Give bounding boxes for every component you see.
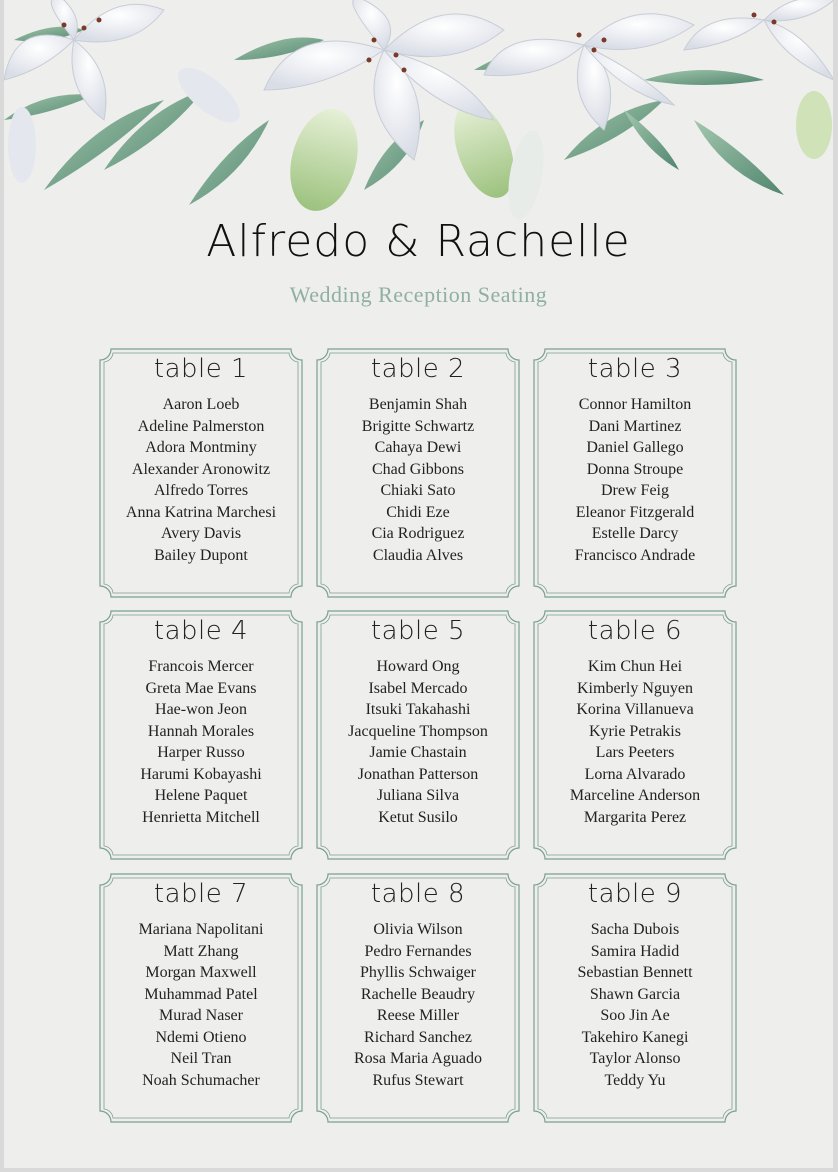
guest-name: Avery Davis bbox=[160, 525, 242, 542]
guest-name: Hannah Morales bbox=[147, 722, 255, 740]
guest-list bbox=[533, 394, 737, 566]
guest-name: Lorna Alvarado bbox=[584, 765, 686, 783]
guest-name: Estelle Darcy bbox=[591, 525, 679, 542]
guest-name: Kyrie Petrakis bbox=[589, 722, 681, 740]
table-name: table 2 bbox=[370, 354, 466, 384]
guest-name: Chiaki Sato bbox=[380, 482, 456, 499]
table-card bbox=[99, 348, 303, 598]
guest-name: Muhammad Patel bbox=[144, 985, 258, 1003]
table-card bbox=[316, 348, 520, 598]
table-name: table 7 bbox=[153, 879, 249, 909]
guest-name: Sacha Dubois bbox=[590, 921, 680, 938]
table-name: table 6 bbox=[587, 616, 683, 646]
guest-name: Benjamin Shah bbox=[368, 396, 468, 413]
guest-name: Cia Rodriguez bbox=[371, 525, 465, 542]
guest-name: Rosa Maria Aguado bbox=[354, 1050, 482, 1067]
guest-name: Ketut Susilo bbox=[378, 808, 458, 826]
guest-name: Aaron Loeb bbox=[162, 396, 240, 413]
table-card bbox=[99, 610, 303, 860]
table-card bbox=[316, 873, 520, 1123]
guest-name: Pedro Fernandes bbox=[364, 942, 472, 960]
guest-list bbox=[533, 919, 737, 1091]
guest-name: Samira Hadid bbox=[590, 942, 680, 960]
guest-name: Dani Martinez bbox=[588, 417, 682, 435]
couple-names-title: Alfredo & Rachelle bbox=[206, 216, 631, 267]
guest-name: Adeline Palmerston bbox=[137, 417, 265, 435]
guest-name: Richard Sanchez bbox=[364, 1028, 472, 1046]
guest-name: Korina Villanueva bbox=[576, 701, 694, 718]
guest-list bbox=[316, 919, 520, 1091]
guest-name: Jamie Chastain bbox=[369, 744, 467, 761]
guest-name: Bailey Dupont bbox=[154, 546, 248, 564]
guest-name: Lars Peeters bbox=[595, 744, 675, 761]
guest-list bbox=[99, 394, 303, 566]
guest-name: Margarita Perez bbox=[583, 808, 687, 826]
guest-name: Soo Jin Ae bbox=[600, 1007, 670, 1024]
seating-chart-page bbox=[4, 0, 833, 1168]
guest-name: Reese Miller bbox=[376, 1007, 460, 1024]
guest-name: Francois Mercer bbox=[148, 658, 254, 675]
table-card bbox=[533, 610, 737, 860]
guest-name: Donna Stroupe bbox=[586, 460, 684, 478]
guest-list bbox=[316, 656, 520, 828]
guest-name: Sebastian Bennett bbox=[577, 964, 693, 981]
guest-name: Chad Gibbons bbox=[372, 460, 464, 478]
guest-name: Takehiro Kanegi bbox=[581, 1028, 689, 1046]
guest-name: Kimberly Nguyen bbox=[577, 679, 693, 697]
guest-name: Kim Chun Hei bbox=[587, 658, 683, 675]
guest-name: Shawn Garcia bbox=[589, 985, 681, 1003]
table-card bbox=[533, 873, 737, 1123]
guest-name: Jonathan Patterson bbox=[357, 765, 479, 783]
guest-name: Mariana Napolitani bbox=[138, 921, 264, 938]
table-name: table 1 bbox=[153, 354, 249, 384]
table-name: table 9 bbox=[587, 879, 683, 909]
guest-name: Alexander Aronowitz bbox=[131, 460, 271, 478]
table-card bbox=[533, 348, 737, 598]
guest-name: Matt Zhang bbox=[163, 942, 239, 960]
guest-name: Murad Naser bbox=[159, 1007, 243, 1024]
guest-name: Hae-won Jeon bbox=[155, 701, 247, 718]
guest-name: Henrietta Mitchell bbox=[142, 808, 260, 826]
guest-name: Daniel Gallego bbox=[586, 439, 684, 456]
guest-name: Rufus Stewart bbox=[372, 1071, 464, 1089]
guest-name: Helene Paquet bbox=[154, 787, 248, 804]
guest-name: Greta Mae Evans bbox=[145, 679, 257, 697]
table-card bbox=[316, 610, 520, 860]
guest-name: Anna Katrina Marchesi bbox=[125, 503, 277, 521]
guest-name: Drew Feig bbox=[601, 482, 669, 499]
guest-name: Ndemi Otieno bbox=[155, 1028, 247, 1046]
table-name: table 4 bbox=[153, 616, 249, 646]
table-name: table 5 bbox=[370, 616, 466, 646]
guest-name: Noah Schumacher bbox=[142, 1071, 260, 1089]
guest-name: Connor Hamilton bbox=[578, 396, 692, 413]
guest-name: Cahaya Dewi bbox=[374, 439, 462, 456]
guest-name: Teddy Yu bbox=[604, 1071, 666, 1089]
guest-name: Taylor Alonso bbox=[589, 1050, 681, 1067]
guest-name: Isabel Mercado bbox=[368, 679, 468, 697]
guest-list bbox=[533, 656, 737, 828]
guest-name: Olivia Wilson bbox=[373, 921, 463, 938]
guest-list bbox=[99, 656, 303, 828]
guest-name: Claudia Alves bbox=[372, 546, 464, 564]
guest-name: Howard Ong bbox=[376, 658, 460, 675]
guest-name: Morgan Maxwell bbox=[145, 964, 257, 981]
guest-name: Marceline Anderson bbox=[569, 787, 701, 804]
table-name: table 8 bbox=[370, 879, 466, 909]
guest-name: Phyllis Schwaiger bbox=[360, 964, 476, 981]
guest-name: Eleanor Fitzgerald bbox=[575, 503, 695, 521]
lily-floral-border bbox=[4, 0, 833, 230]
guest-name: Harper Russo bbox=[157, 744, 245, 761]
table-name: table 3 bbox=[587, 354, 683, 384]
guest-name: Harumi Kobayashi bbox=[140, 765, 262, 783]
guest-name: Rachelle Beaudry bbox=[360, 985, 476, 1003]
page-subtitle: Wedding Reception Seating bbox=[289, 282, 548, 307]
table-card bbox=[99, 873, 303, 1123]
guest-name: Francisco Andrade bbox=[574, 546, 696, 564]
guest-name: Chidi Eze bbox=[386, 503, 450, 521]
guest-list bbox=[99, 919, 303, 1091]
guest-name: Brigitte Schwartz bbox=[361, 417, 475, 435]
guest-name: Adora Montminy bbox=[145, 439, 257, 456]
guest-name: Itsuki Takahashi bbox=[365, 701, 471, 718]
guest-name: Juliana Silva bbox=[376, 787, 460, 804]
guest-name: Jacqueline Thompson bbox=[348, 722, 488, 740]
guest-name: Neil Tran bbox=[170, 1050, 232, 1067]
guest-name: Alfredo Torres bbox=[153, 482, 249, 499]
guest-list bbox=[316, 394, 520, 566]
